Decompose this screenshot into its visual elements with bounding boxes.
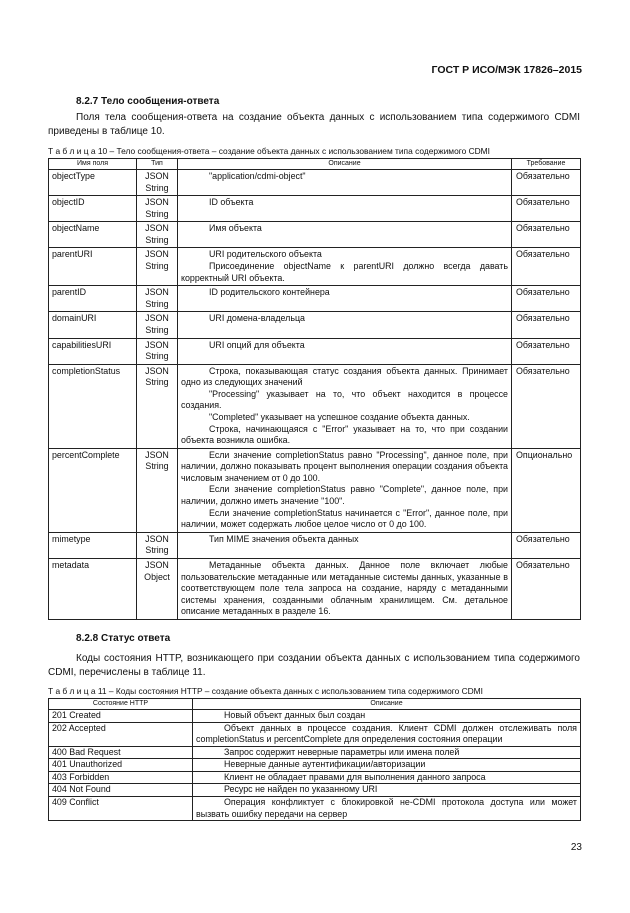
field-type-cell xyxy=(137,364,178,448)
table-row xyxy=(49,448,581,532)
http-status-cell: 403 Forbidden xyxy=(49,771,193,784)
field-type-cell xyxy=(137,338,178,364)
field-description-cell xyxy=(178,248,512,286)
field-requirement-cell: Обязательно xyxy=(512,558,581,619)
description-paragraph: Если значение completionStatus равно "Complete", данное поле, при наличии, должно иметь значение "100". xyxy=(181,484,508,507)
field-type-line: String xyxy=(145,461,169,472)
page-number: 23 xyxy=(570,842,582,853)
description-paragraph: ID родительского контейнера xyxy=(209,287,330,298)
description-paragraph: Присоединение objectName к parentURI должно всегда давать корректный URI объекта. xyxy=(181,261,508,283)
field-name-cell: objectID xyxy=(49,196,137,222)
field-type-line: String xyxy=(145,182,169,193)
field-description-cell xyxy=(178,286,512,312)
http-description-cell xyxy=(193,722,581,746)
field-type-line: JSON xyxy=(145,197,169,208)
section-title-8-2-8: 8.2.8 Статус ответа xyxy=(76,633,171,644)
table10 xyxy=(48,158,581,620)
field-description-cell xyxy=(178,196,512,222)
table-row xyxy=(49,558,581,619)
field-description-cell xyxy=(178,448,512,532)
field-name-cell: mimetype xyxy=(49,532,137,558)
description-paragraph: Объект данных в процессе создания. Клиент CDMI должен отслеживать поля completionStatus и percentComplete для определения состояния операции xyxy=(196,722,577,745)
field-name-cell: parentID xyxy=(49,286,137,312)
field-type-line: JSON xyxy=(145,287,169,298)
field-requirement-cell: Обязательно xyxy=(512,286,581,312)
table10-col-requirement: Требование xyxy=(512,159,581,170)
field-type-cell xyxy=(137,558,178,619)
table11-col-description: Описание xyxy=(193,699,581,710)
field-type-cell xyxy=(137,196,178,222)
field-type-cell xyxy=(137,448,178,532)
table-row xyxy=(49,759,581,772)
field-requirement-cell: Обязательно xyxy=(512,196,581,222)
description-paragraph: Операция конфликтует с блокировкой не-CDMI протокола доступа или может вызвать ошибку передачи на сервер xyxy=(196,797,577,819)
description-paragraph: "Processing" указывает на то, что объект находится в процессе создания. xyxy=(181,388,508,411)
http-status-cell: 202 Accepted xyxy=(49,722,193,746)
table-row xyxy=(49,286,581,312)
field-requirement-cell: Обязательно xyxy=(512,338,581,364)
field-description-cell xyxy=(178,170,512,196)
field-requirement-cell: Обязательно xyxy=(512,248,581,286)
description-paragraph: Неверные данные аутентификации/авторизации xyxy=(224,759,426,770)
description-paragraph: "application/cdmi-object" xyxy=(209,171,306,181)
field-requirement-cell: Обязательно xyxy=(512,170,581,196)
field-type-cell xyxy=(137,286,178,312)
field-type-line: String xyxy=(145,208,169,219)
field-type-line: JSON xyxy=(145,313,169,324)
table-row xyxy=(49,797,581,821)
http-description-cell xyxy=(193,797,581,821)
description-paragraph: Тип MIME значения объекта данных xyxy=(209,533,359,544)
http-status-cell: 400 Bad Request xyxy=(49,746,193,759)
field-requirement-cell: Обязательно xyxy=(512,532,581,558)
http-status-cell: 401 Unauthorized xyxy=(49,759,193,772)
field-type-cell xyxy=(137,170,178,196)
field-requirement-cell: Обязательно xyxy=(512,312,581,338)
table10-header-row xyxy=(49,159,581,170)
table-row xyxy=(49,222,581,248)
description-paragraph: ID объекта xyxy=(209,197,254,208)
table-row xyxy=(49,364,581,448)
table11 xyxy=(48,698,581,821)
standard-header: ГОСТ Р ИСО/МЭК 17826–2015 xyxy=(431,64,582,76)
http-description-cell xyxy=(193,784,581,797)
table10-caption: Т а б л и ц а 10 – Тело сообщения-ответа – создание объекта данных с использованием типа содержимого CDMI xyxy=(48,146,490,156)
field-type-line: JSON xyxy=(145,449,169,460)
field-type-line: JSON xyxy=(145,365,169,376)
table11-header-row xyxy=(49,699,581,710)
description-paragraph: Строка, начинающаяся с "Error" указывает на то, что при создании объекта возникла ошибка. xyxy=(181,423,508,446)
field-name-cell: objectType xyxy=(49,170,137,196)
description-paragraph: "Completed" указывает на успешное создание объекта данных. xyxy=(209,411,470,422)
field-name-cell: completionStatus xyxy=(49,364,137,448)
description-paragraph: Имя объекта xyxy=(209,223,262,234)
field-description-cell xyxy=(178,338,512,364)
section-paragraph-8-2-8: Коды состояния HTTP, возникающего при создании объекта данных с использованием типа содержимого CDMI, перечислены в таблице 11. xyxy=(48,653,580,679)
field-description-cell xyxy=(178,532,512,558)
field-description-cell xyxy=(178,558,512,619)
description-paragraph: URI опций для объекта xyxy=(209,339,305,350)
field-description-cell xyxy=(178,364,512,448)
table-row xyxy=(49,784,581,797)
table10-col-description: Описание xyxy=(178,159,512,170)
field-type-line: JSON xyxy=(145,559,169,570)
field-type-line: String xyxy=(145,324,169,335)
field-type-line: JSON xyxy=(145,171,169,181)
field-name-cell: objectName xyxy=(49,222,137,248)
table10-col-type: Тип xyxy=(137,159,178,170)
field-type-line: JSON xyxy=(145,533,169,544)
http-status-cell: 409 Conflict xyxy=(49,797,193,821)
section-title-8-2-7: 8.2.7 Тело сообщения-ответа xyxy=(76,96,220,107)
table-row xyxy=(49,170,581,196)
description-paragraph: Запрос содержит неверные параметры или имена полей xyxy=(224,746,460,757)
description-paragraph: URI домена-владельца xyxy=(209,313,305,324)
table-row xyxy=(49,248,581,286)
http-description-cell xyxy=(193,710,581,723)
field-name-cell: parentURI xyxy=(49,248,137,286)
field-type-line: String xyxy=(145,261,169,272)
table-row xyxy=(49,746,581,759)
field-type-line: String xyxy=(145,234,169,245)
field-description-cell xyxy=(178,222,512,248)
table-row xyxy=(49,196,581,222)
field-type-cell xyxy=(137,532,178,558)
field-type-line: String xyxy=(145,298,169,309)
field-type-line: String xyxy=(145,351,169,362)
http-status-cell: 201 Created xyxy=(49,710,193,723)
table-row xyxy=(49,771,581,784)
description-paragraph: Метаданные объекта данных. Данное поле включает любые пользовательские метаданные или метаданные системы данных, указанные в соответствующем поле тела запроса на создание, наряду с метаданными системы хранения, созданными облачным хранилищем. См. детальное описание метаданных в разделе 16. xyxy=(181,559,508,617)
field-requirement-cell: Опционально xyxy=(512,448,581,532)
description-paragraph: Строка, показывающая статус создания объекта данных. Принимает одно из следующих значений xyxy=(181,365,508,388)
field-type-line: String xyxy=(145,377,169,388)
field-name-cell: domainURI xyxy=(49,312,137,338)
field-requirement-cell: Обязательно xyxy=(512,222,581,248)
field-name-cell: percentComplete xyxy=(49,448,137,532)
field-name-cell: capabilitiesURI xyxy=(49,338,137,364)
table-row xyxy=(49,722,581,746)
section-paragraph-8-2-7: Поля тела сообщения-ответа на создание объекта данных с использованием типа содержимого CDMI приведены в таблице 10. xyxy=(48,112,580,138)
http-description-cell xyxy=(193,759,581,772)
description-paragraph: URI родительского объекта xyxy=(209,249,322,260)
table-row xyxy=(49,338,581,364)
description-paragraph: Новый объект данных был создан xyxy=(224,710,366,720)
field-type-cell xyxy=(137,312,178,338)
field-type-line: JSON xyxy=(145,223,169,234)
field-type-cell xyxy=(137,222,178,248)
table-row xyxy=(49,532,581,558)
field-type-cell xyxy=(137,248,178,286)
http-status-cell: 404 Not Found xyxy=(49,784,193,797)
table11-col-status: Состояние HTTP xyxy=(49,699,193,710)
table-row xyxy=(49,710,581,723)
table-row xyxy=(49,312,581,338)
description-paragraph: Клиент не обладает правами для выполнения данного запроса xyxy=(224,771,486,782)
description-paragraph: Если значение completionStatus равно "Processing", данное поле, при наличии, должно показывать процент выполнения операции создания объекта числовым значением от 0 до 100. xyxy=(181,449,508,483)
description-paragraph: Если значение completionStatus начинается с "Error", данное поле, при наличии, может содержать любое целое число от 0 до 100. xyxy=(181,507,508,530)
field-description-cell xyxy=(178,312,512,338)
http-description-cell xyxy=(193,746,581,759)
field-type-line: JSON xyxy=(145,249,169,260)
field-requirement-cell: Обязательно xyxy=(512,364,581,448)
http-description-cell xyxy=(193,771,581,784)
field-type-line: String xyxy=(145,545,169,556)
field-type-line: Object xyxy=(144,571,170,582)
field-name-cell: metadata xyxy=(49,558,137,619)
field-type-line: JSON xyxy=(145,339,169,350)
table11-caption: Т а б л и ц а 11 – Коды состояния HTTP – создание объекта данных с использованием типа содержимого CDMI xyxy=(48,686,483,696)
description-paragraph: Ресурс не найден по указанному URI xyxy=(224,784,378,795)
table10-col-name: Имя поля xyxy=(49,159,137,170)
